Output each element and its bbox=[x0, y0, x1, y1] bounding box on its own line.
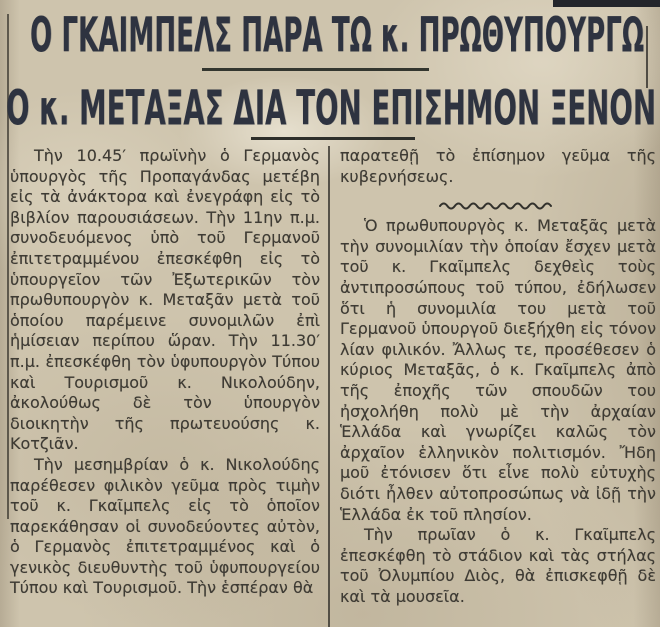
right-edge-rule bbox=[646, 26, 648, 88]
headline-line-1 bbox=[30, 6, 644, 63]
article-paragraph: παρατεθῇ τὸ ἐπίσημον γεῦμα τῆς κυβερνήσεως. bbox=[340, 146, 656, 186]
article-paragraph: Ὁ πρωθυπουργὸς κ. Μεταξᾶς μετὰ τὴν συνομιλίαν τὴν ὁποίαν ἔσχεν μετὰ τοῦ κ. Γκαῖμπελς δεχθεὶς τοὺς ἀντιπροσώπους τοῦ τύπου, ἐδήλωσεν ὅτι ἡ συνομιλία του μετὰ τοῦ Γερμανοῦ ὑπουργοῦ διεξήχθη εἰς τόνον λίαν φιλικόν. Ἄλλως τε, προσέθεσεν ὁ κύριος Μεταξᾶς, ὁ κ. Γκαῖμπελς ἀπὸ τῆς ἐποχῆς τῶν σπουδῶν του ἠσχολήθη πολὺ μὲ τὴν ἀρχαίαν Ἑλλάδα καὶ γνωρίζει καλῶς τὸν ἀρχαῖον ἑλληνικὸν πολιτισμόν. Ἤδη μοῦ ἐτόνισεν ὅτι εἶνε πολὺ εὐτυχὴς διότι ἦλθεν αὐτοπροσώπως νὰ ἰδῇ τὴν Ἑλλάδα ἐκ τοῦ πλησίον. bbox=[340, 216, 657, 524]
article-paragraph: Τὴν μεσημβρίαν ὁ κ. Νικολούδης παρέθεσεν φιλικὸν γεῦμα πρὸς τιμὴν τοῦ κ. Γκαῖμπελς εἰς τὸ ὁποῖον παρεκάθησαν οἱ συνοδεύοντες αὐτὸν, ὁ Γερμανὸς ἐπιτετραμμένος καὶ ὁ γενικὸς διευθυντὴς τοῦ ὑφυπουργείου Τύπου καὶ Τουρισμοῦ. Τὴν ἑσπέραν θὰ bbox=[10, 454, 320, 598]
article-paragraph: Τὴν πρωῖαν ὁ κ. Γκαῖμπελς ἐπεσκέφθη τὸ στάδιον καὶ τὰς στήλας τοῦ Ὀλυμπίου Διὸς, θὰ ἐπισκεφθῇ δὲ καὶ τὰ μουσεῖα. bbox=[340, 525, 656, 606]
headline-underline bbox=[202, 68, 429, 71]
wavy-divider-icon bbox=[439, 201, 557, 211]
headline-line-2 bbox=[6, 79, 656, 136]
headline-line-2-text: Ο κ. ΜΕΤΑΞΑΣ ΔΙΑ ΤΟΝ ΕΠΙΣΗΜΟΝ ΞΕΝΟΝ bbox=[6, 79, 656, 136]
article-paragraph: Τὴν 10.45′ πρωϊνὴν ὁ Γερμανὸς ὑπουργὸς τῆς Προπαγάνδας μετέβη εἰς τὰ ἀνάκτορα καὶ ἐνεγράφη εἰς τὸ βιβλίον παρουσιάσεων. Τὴν 11ην π.μ. συνοδευόμενος ὑπὸ τοῦ Γερμανοῦ ἐπιτετραμμένου ἐπεσκέφθη εἰς τὸ ὑπουργεῖον τῶν Ἐξωτερικῶν τὸν πρωθυπουργὸν κ. Μεταξᾶν μετὰ τοῦ ὁποίου παρέμεινε συνομιλῶν ἐπὶ ἡμίσειαν περίπου ὥραν. Τὴν 11.30′ π.μ. ἐπεσκέφθη τὸν ὑφυπουργὸν Τύπου καὶ Τουρισμοῦ κ. Νικολούδην, ἀκολούθως δὲ τὸν ὑπουργὸν διοικητὴν τῆς πρωτευούσης κ. Κοτζιᾶν. bbox=[10, 146, 320, 454]
article-right-column bbox=[340, 146, 656, 627]
subheadline-rule bbox=[251, 137, 415, 140]
column-divider-rule bbox=[328, 146, 330, 627]
section-divider bbox=[340, 196, 656, 206]
headline-line-1-text: Ο ΓΚΑΙΜΠΕΛΣ ΠΑΡΑ ΤΩ κ. ΠΡΩΘΥΠΟΥΡΓΩ bbox=[30, 6, 644, 63]
article-body bbox=[10, 146, 656, 627]
article-left-column bbox=[10, 146, 320, 627]
